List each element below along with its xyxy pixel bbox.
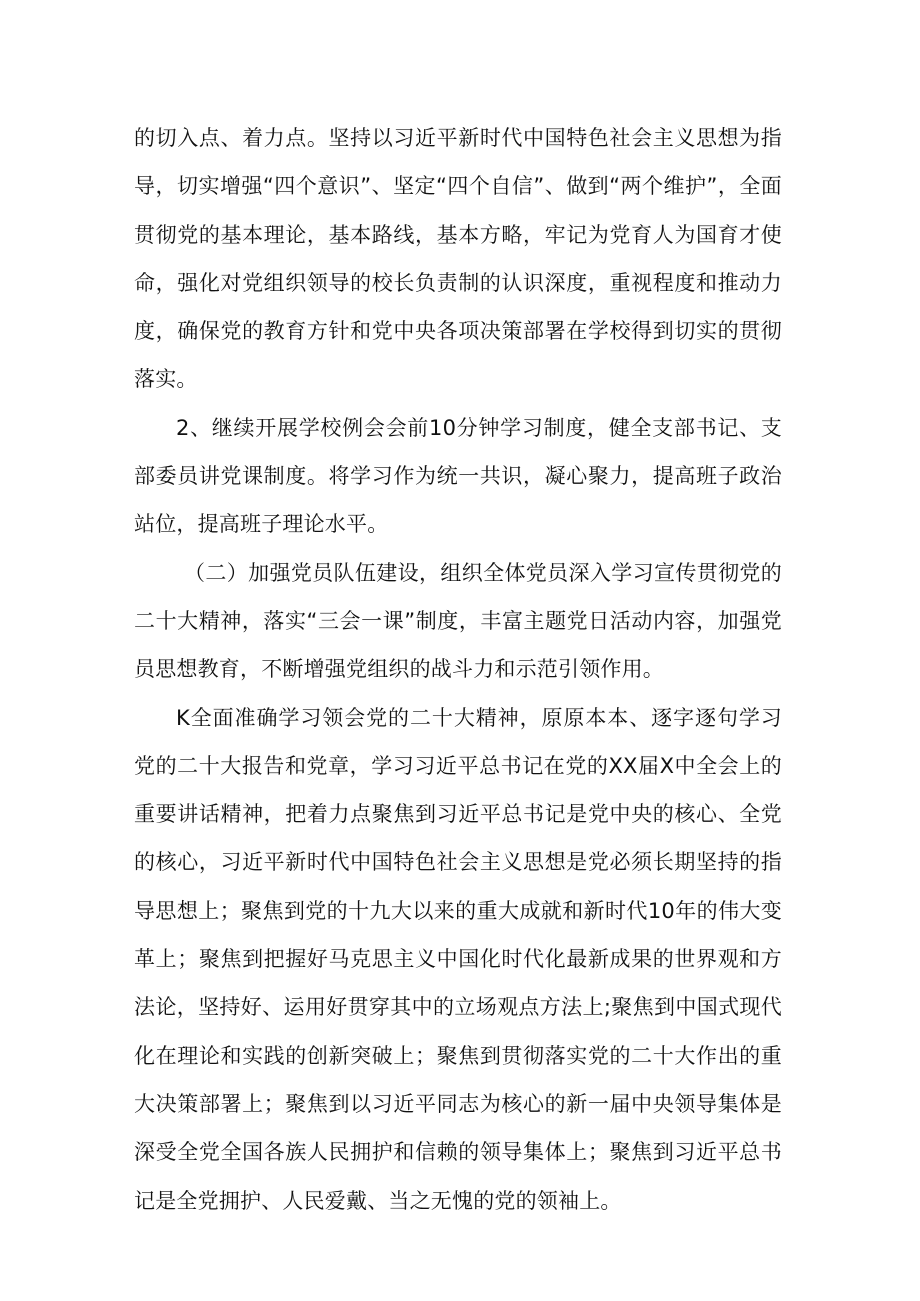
document-body bbox=[134, 114, 782, 1225]
paragraph-continuation: 的切入点、着力点。坚持以习近平新时代中国特色社会主义思想为指导，切实增强“四个意识”、坚定“四个自信”、做到“两个维护”，全面贯彻党的基本理论，基本路线，基本方略，牢记为党育人为国育才使命，强化对党组织领导的校长负责制的认识深度，重视程度和推动力度，确保党的教育方针和党中央各项决策部署在学校得到切实的贯彻落实。 bbox=[134, 126, 782, 392]
paragraph-item-2: 2、继续开展学校例会会前10分钟学习制度，健全支部书记、支部委员讲党课制度。将学习作为统一共识，凝心聚力，提高班子政治站位，提高班子理论水平。 bbox=[134, 415, 782, 537]
paragraph-item-k: K全面准确学习领会党的二十大精神，原原本本、逐字逐句学习党的二十大报告和党章，学习习近平总书记在党的XX届X中全会上的重要讲话精神，把着力点聚焦到习近平总书记是党中央的核心、全党的核心，习近平新时代中国特色社会主义思想是党必须长期坚持的指导思想上；聚焦到党的十九大以来的重大成就和新时代10年的伟大变革上；聚焦到把握好马克思主义中国化时代化最新成果的世界观和方法论，坚持好、运用好贯穿其中的立场观点方法上;聚焦到中国式现代化在理论和实践的创新突破上；聚焦到贯彻落实党的二十大作出的重大决策部署上；聚焦到以习近平同志为核心的新一届中央领导集体是深受全党全国各族人民拥护和信赖的领导集体上；聚焦到习近平总书记是全党拥护、人民爱戴、当之无愧的党的领袖上。 bbox=[134, 705, 782, 1213]
paragraph-section-heading: （二）加强党员队伍建设，组织全体党员深入学习宣传贯彻党的二十大精神，落实“三会一课”制度，丰富主题党日活动内容，加强党员思想教育，不断增强党组织的战斗力和示范引领作用。 bbox=[134, 560, 782, 682]
